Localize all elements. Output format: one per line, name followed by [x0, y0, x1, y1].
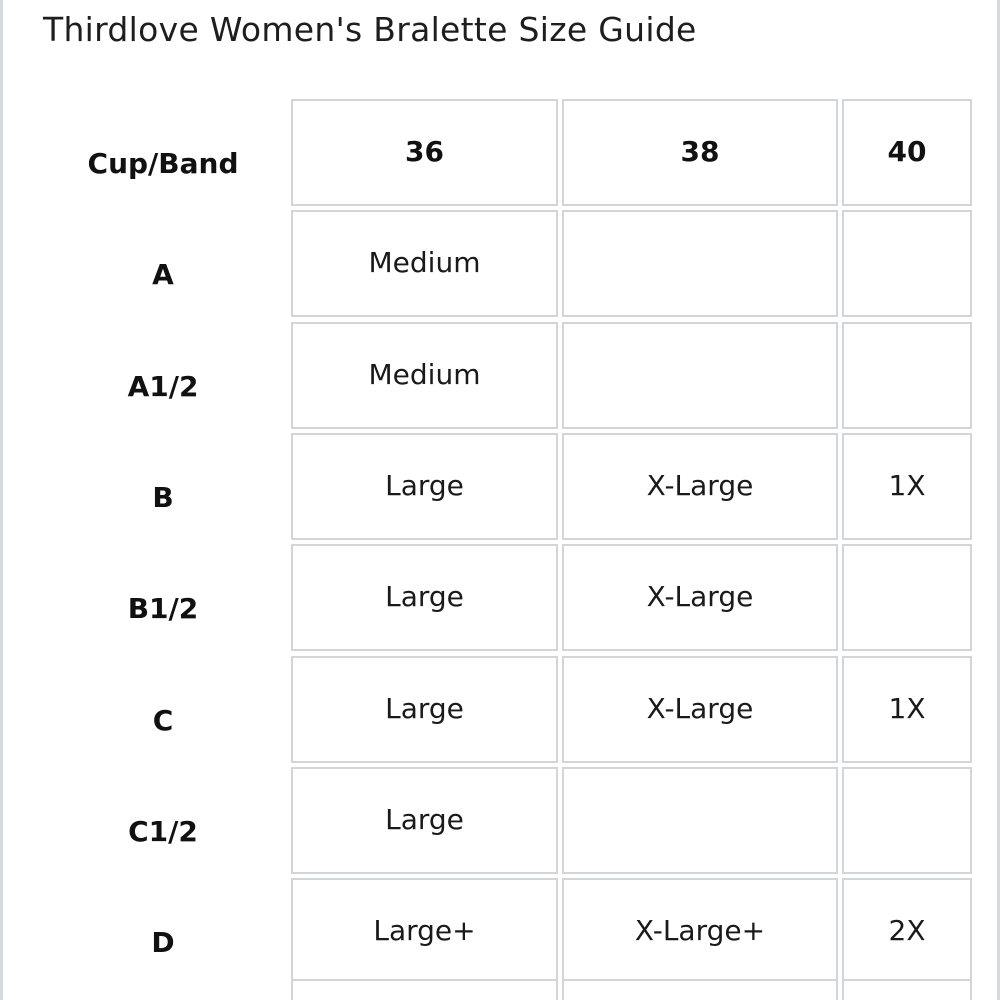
- size-value: X-Large+: [634, 914, 766, 948]
- size-value: X-Large: [646, 580, 754, 614]
- size-cell: [291, 878, 558, 985]
- size-cell: [842, 656, 972, 763]
- size-value: 2X: [888, 914, 926, 948]
- size-cell: [842, 767, 972, 874]
- corner-header-label: Cup/Band: [87, 147, 239, 180]
- size-value: Large: [385, 468, 464, 502]
- size-value: X-Large: [646, 468, 754, 502]
- size-cell: [562, 767, 838, 874]
- column-header-label: 36: [405, 135, 444, 168]
- size-cell: [562, 544, 838, 651]
- size-cell: [562, 979, 838, 1000]
- size-value: X-Large: [646, 691, 754, 725]
- size-cell: [842, 979, 972, 1000]
- row-header-label: A: [152, 258, 174, 292]
- size-value: Large: [385, 580, 464, 614]
- size-cell: [291, 656, 558, 763]
- column-header-label: 40: [887, 135, 927, 168]
- size-cell: [562, 210, 838, 317]
- size-cell: [291, 322, 558, 429]
- size-cell: [562, 656, 838, 763]
- column-header-cell: [842, 99, 972, 206]
- page-title: Thirdlove Women's Bralette Size Guide: [43, 10, 697, 49]
- size-value: Large: [385, 691, 464, 725]
- row-header-label: C: [152, 703, 174, 737]
- size-cell: [842, 322, 972, 429]
- size-value: 1X: [888, 691, 926, 725]
- size-value: Medium: [368, 246, 481, 280]
- column-header-cell: [562, 99, 838, 206]
- column-header-cell: [291, 99, 558, 206]
- size-cell: [842, 544, 972, 651]
- row-header-label: D: [151, 926, 175, 960]
- size-cell: [842, 210, 972, 317]
- size-cell: [562, 433, 838, 540]
- size-cell: [842, 433, 972, 540]
- row-header-label: A1/2: [127, 369, 199, 403]
- size-value: Large: [385, 802, 464, 836]
- size-value: 1X: [888, 468, 926, 502]
- size-cell: [291, 979, 558, 1000]
- size-cell: [291, 433, 558, 540]
- row-header-label: B1/2: [127, 592, 199, 626]
- size-value: Medium: [368, 357, 481, 391]
- size-cell: [291, 767, 558, 874]
- size-cell: [562, 878, 838, 985]
- size-cell: [842, 878, 972, 985]
- column-header-label: 38: [680, 135, 720, 168]
- size-cell: [562, 322, 838, 429]
- size-value: Large+: [373, 914, 476, 948]
- row-header-label: B: [152, 480, 174, 514]
- size-cell: [291, 210, 558, 317]
- row-header-label: C1/2: [128, 814, 198, 848]
- size-cell: [291, 544, 558, 651]
